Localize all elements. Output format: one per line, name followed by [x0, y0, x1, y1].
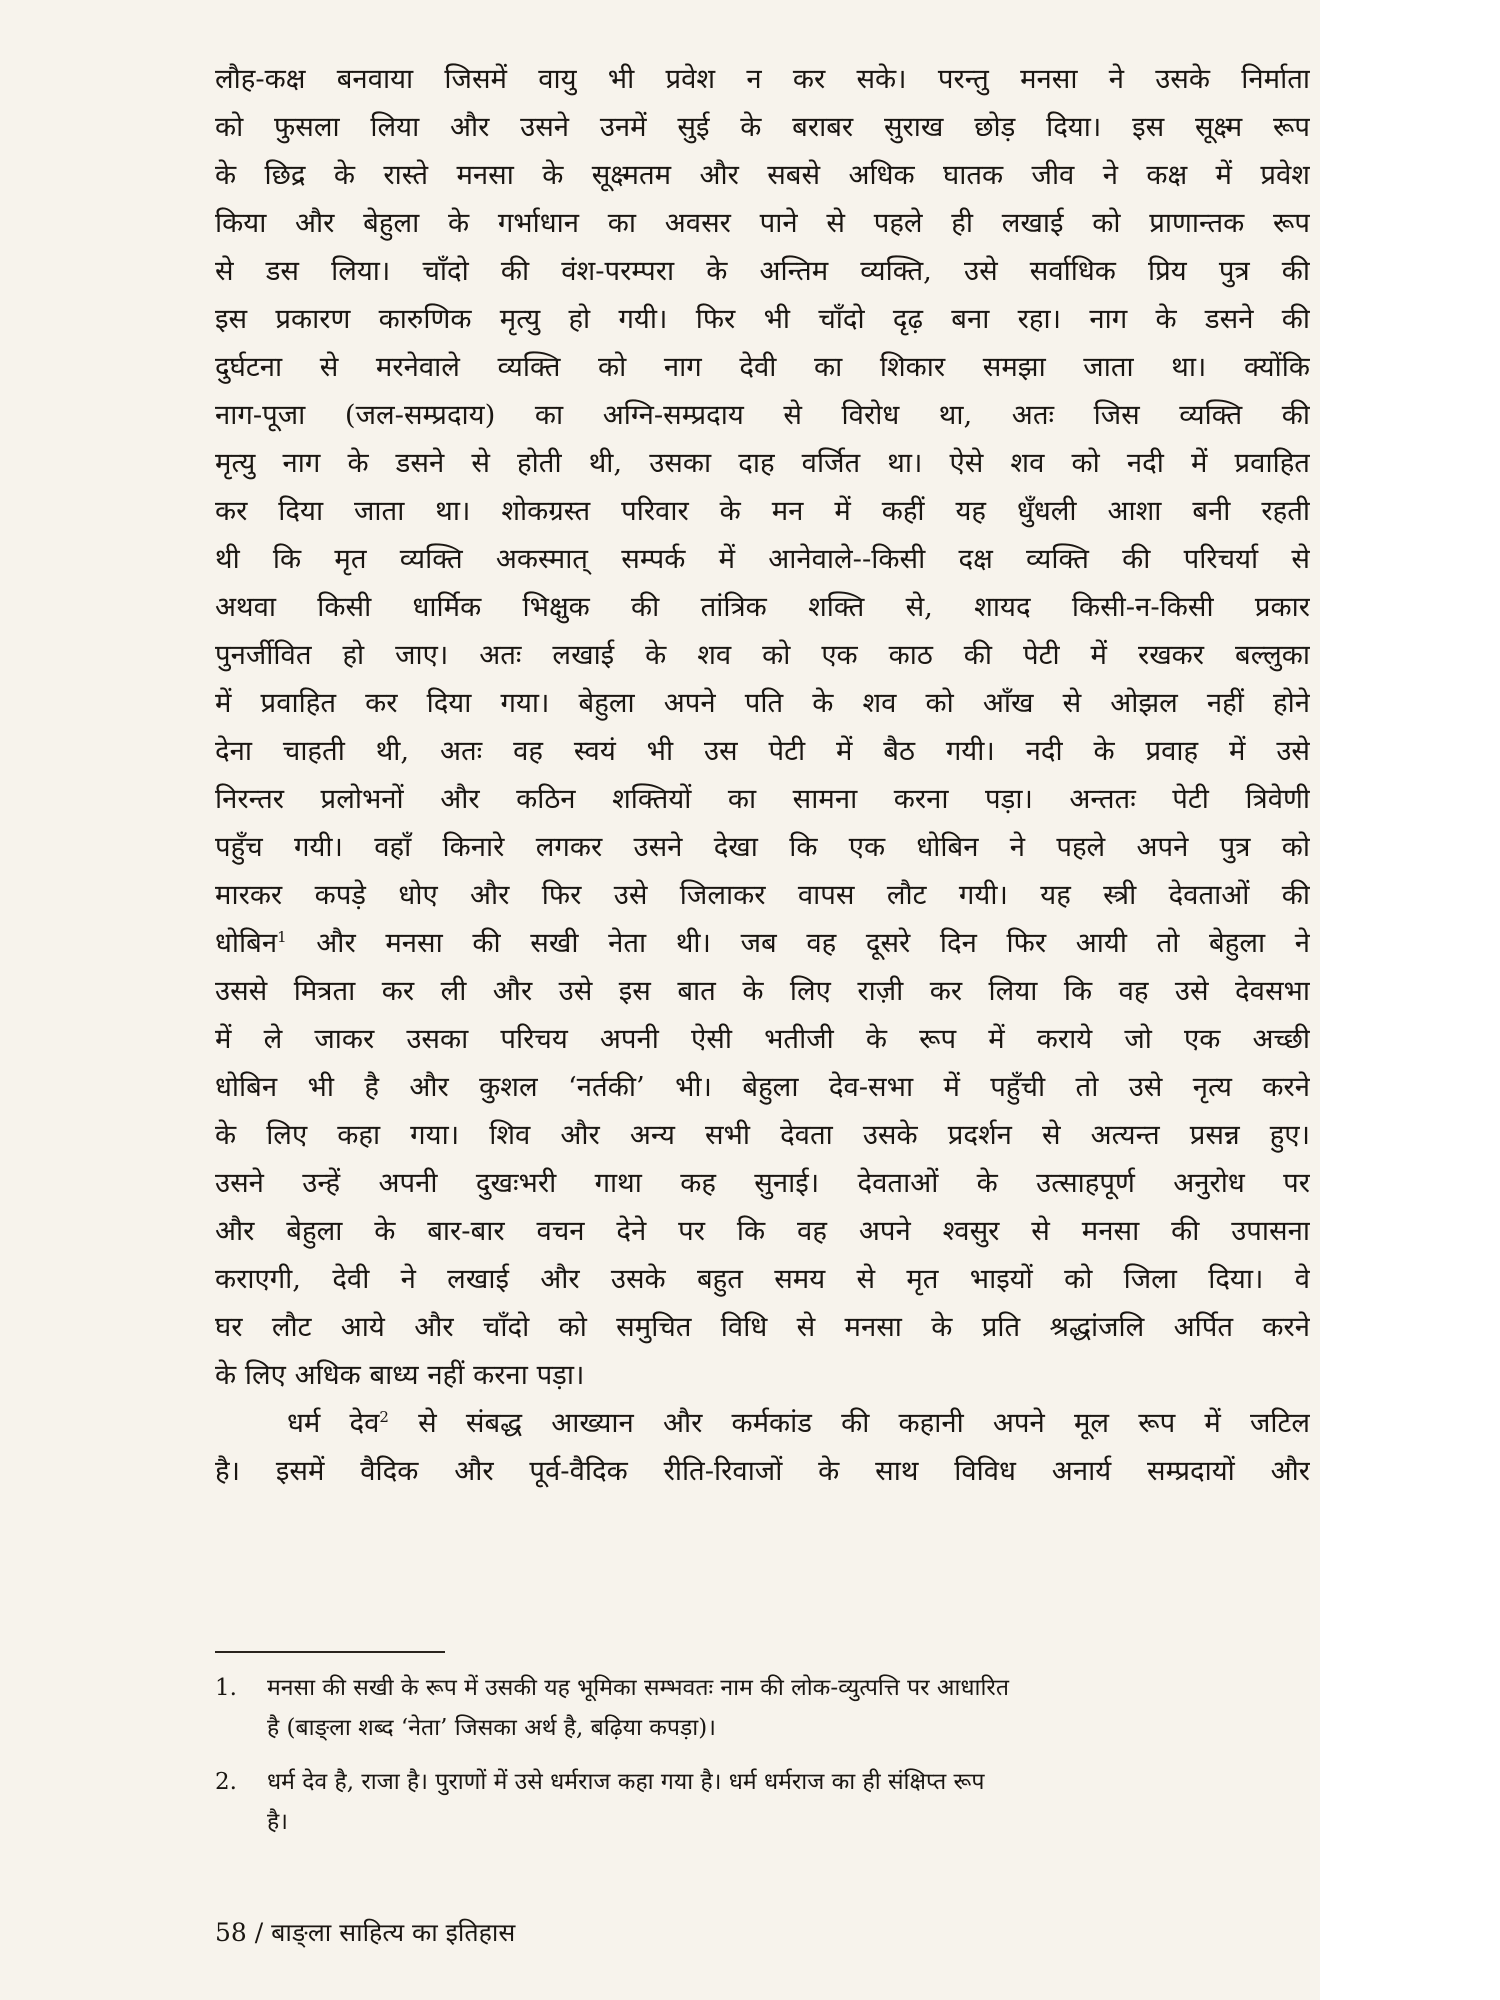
footnote-ref-2: 2 [379, 1407, 389, 1426]
text-line: किया और बेहुला के गर्भाधान का अवसर पाने से पहले ही लखाई को प्राणान्तक रूप [215, 207, 1310, 239]
text-line: मृत्यु नाग के डसने से होती थी, उसका दाह वर्जित था। ऐसे शव को नदी में प्रवाहित [215, 447, 1310, 479]
body-text [215, 55, 1310, 1495]
footnote-line: है (बाङ्ला शब्द ‘नेता’ जिसका अर्थ है, बढ़िया कपड़ा)। [267, 1715, 716, 1741]
footnote-number: 2. [215, 1769, 237, 1795]
text-line: को फुसला लिया और उसने उनमें सुई के बराबर सुराख छोड़ दिया। इस सूक्ष्म रूप [215, 111, 1310, 143]
text-fragment: धर्म देव [287, 1407, 380, 1439]
text-line: अथवा किसी धार्मिक भिक्षुक की तांत्रिक शक्ति से, शायद किसी-न-किसी प्रकार [215, 591, 1310, 623]
paragraph-1 [215, 55, 1310, 1399]
text-line: थी कि मृत व्यक्ति अकस्मात् सम्पर्क में आनेवाले--किसी दक्ष व्यक्ति की परिचर्या से [215, 543, 1310, 575]
text-line: कर दिया जाता था। शोकग्रस्त परिवार के मन में कहीं यह धुँधली आशा बनी रहती [215, 495, 1310, 527]
text-fragment: और मनसा की सखी नेता थी। जब वह दूसरे दिन फिर आयी तो बेहुला ने [286, 927, 1310, 959]
footnote-ref-1: 1 [277, 927, 287, 946]
text-line: है। इसमें वैदिक और पूर्व-वैदिक रीति-रिवाजों के साथ विविध अनार्य सम्प्रदायों और [215, 1455, 1310, 1487]
footnotes [215, 1668, 1310, 1856]
footnote-2 [215, 1762, 1310, 1842]
text-line: और बेहुला के बार-बार वचन देने पर कि वह अपने श्वसुर से मनसा की उपासना [215, 1215, 1310, 1247]
paragraph-2 [215, 1399, 1310, 1495]
text-fragment: से संबद्ध आख्यान और कर्मकांड की कहानी अपने मूल रूप में जटिल [388, 1407, 1310, 1439]
text-line: के लिए अधिक बाध्य नहीं करना पड़ा। [215, 1359, 585, 1391]
page-number: 58 [215, 1918, 247, 1947]
text-line: पुनर्जीवित हो जाए। अतः लखाई के शव को एक काठ की पेटी में रखकर बल्लुका [215, 639, 1310, 671]
text-line: के लिए कहा गया। शिव और अन्य सभी देवता उसके प्रदर्शन से अत्यन्त प्रसन्न हुए। [215, 1119, 1310, 1151]
text-line: से डस लिया। चाँदो की वंश-परम्परा के अन्तिम व्यक्ति, उसे सर्वाधिक प्रिय पुत्र की [215, 255, 1310, 287]
text-line: लौह-कक्ष बनवाया जिसमें वायु भी प्रवेश न कर सके। परन्तु मनसा ने उसके निर्माता [215, 63, 1310, 95]
text-line: मारकर कपड़े धोए और फिर उसे जिलाकर वापस लौट गयी। यह स्त्री देवताओं की [215, 879, 1310, 911]
footnote-line: है। [267, 1809, 288, 1835]
footnote-separator [215, 1651, 445, 1653]
footer-separator: / [254, 1918, 264, 1947]
text-line: उसने उन्हें अपनी दुखःभरी गाथा कह सुनाई। देवताओं के उत्साहपूर्ण अनुरोध पर [215, 1167, 1310, 1199]
text-line: दुर्घटना से मरनेवाले व्यक्ति को नाग देवी का शिकार समझा जाता था। क्योंकि [215, 351, 1310, 383]
page-footer [215, 1915, 515, 1949]
text-line: नाग-पूजा (जल-सम्प्रदाय) का अग्नि-सम्प्रदाय से विरोध था, अतः जिस व्यक्ति की [215, 399, 1310, 431]
page-margin [1320, 0, 1500, 2000]
text-line: धोबिन भी है और कुशल ‘नर्तकी’ भी। बेहुला देव-सभा में पहुँची तो उसे नृत्य करने [215, 1071, 1310, 1103]
text-line: के छिद्र के रास्ते मनसा के सूक्ष्मतम और सबसे अधिक घातक जीव ने कक्ष में प्रवेश [215, 159, 1310, 191]
text-line: निरन्तर प्रलोभनों और कठिन शक्तियों का सामना करना पड़ा। अन्ततः पेटी त्रिवेणी [215, 783, 1310, 815]
footnote-1 [215, 1668, 1310, 1748]
text-line: घर लौट आये और चाँदो को समुचित विधि से मनसा के प्रति श्रद्धांजलि अर्पित करने [215, 1311, 1310, 1343]
book-title: बाङ्ला साहित्य का इतिहास [271, 1918, 516, 1947]
footnote-line: मनसा की सखी के रूप में उसकी यह भूमिका सम्भवतः नाम की लोक-व्युत्पत्ति पर आधारित [267, 1675, 1009, 1701]
footnote-line: धर्म देव है, राजा है। पुराणों में उसे धर्मराज कहा गया है। धर्म धर्मराज का ही संक्षिप्त रूप [267, 1769, 985, 1795]
text-fragment: धोबिन [215, 927, 278, 959]
text-line: पहुँच गयी। वहाँ किनारे लगकर उसने देखा कि एक धोबिन ने पहले अपने पुत्र को [215, 831, 1310, 863]
text-line-with-footnote-ref [215, 919, 1310, 967]
text-line: कराएगी, देवी ने लखाई और उसके बहुत समय से मृत भाइयों को जिला दिया। वे [215, 1263, 1310, 1295]
footnote-number: 1. [215, 1675, 237, 1701]
text-line-with-footnote-ref [215, 1399, 1310, 1447]
text-line: देना चाहती थी, अतः वह स्वयं भी उस पेटी में बैठ गयी। नदी के प्रवाह में उसे [215, 735, 1310, 767]
text-line: में प्रवाहित कर दिया गया। बेहुला अपने पति के शव को आँख से ओझल नहीं होने [215, 687, 1310, 719]
text-line: इस प्रकारण कारुणिक मृत्यु हो गयी। फिर भी चाँदो दृढ़ बना रहा। नाग के डसने की [215, 303, 1310, 335]
text-line: में ले जाकर उसका परिचय अपनी ऐसी भतीजी के रूप में कराये जो एक अच्छी [215, 1023, 1310, 1055]
text-line: उससे मित्रता कर ली और उसे इस बात के लिए राज़ी कर लिया कि वह उसे देवसभा [215, 975, 1310, 1007]
